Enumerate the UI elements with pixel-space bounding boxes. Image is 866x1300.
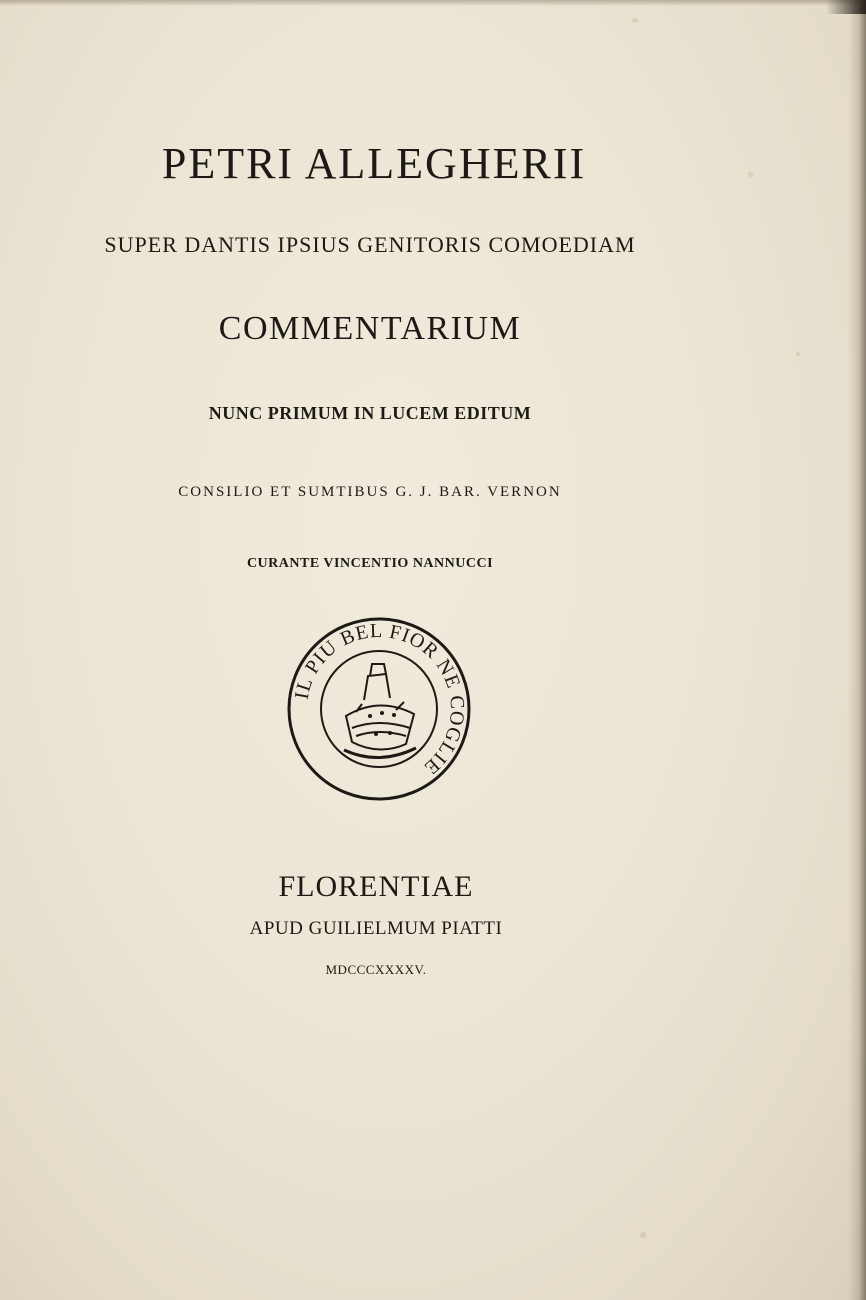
sponsor-line: CONSILIO ET SUMTIBUS G. J. BAR. VERNON [178,484,562,500]
foxing-spot [748,172,753,177]
foxing-spot [796,352,800,356]
work-title: COMMENTARIUM [218,310,522,347]
page-top-edge [0,0,866,6]
imprint-city: FLORENTIAE [278,870,474,903]
page-corner-shadow [826,0,866,14]
stamp-motto: IL PIU BEL FIOR NE COGLIE [290,619,469,780]
imprint-publisher: APUD GUILIELMUM PIATTI [249,918,503,939]
editor-line: CURANTE VINCENTIO NANNUCCI [246,556,494,571]
foxing-spot [640,1232,646,1238]
foxing-spot [632,18,638,23]
author-title: PETRI ALLEGHERII [161,139,587,188]
page-right-edge [848,0,866,1300]
imprint-year: MDCCCXXXXV. [325,962,427,977]
edition-note: NUNC PRIMUM IN LUCEM EDITUM [208,403,532,423]
ship-stamp-icon [286,616,472,802]
subtitle: SUPER DANTIS IPSIUS GENITORIS COMOEDIAM [104,232,636,257]
